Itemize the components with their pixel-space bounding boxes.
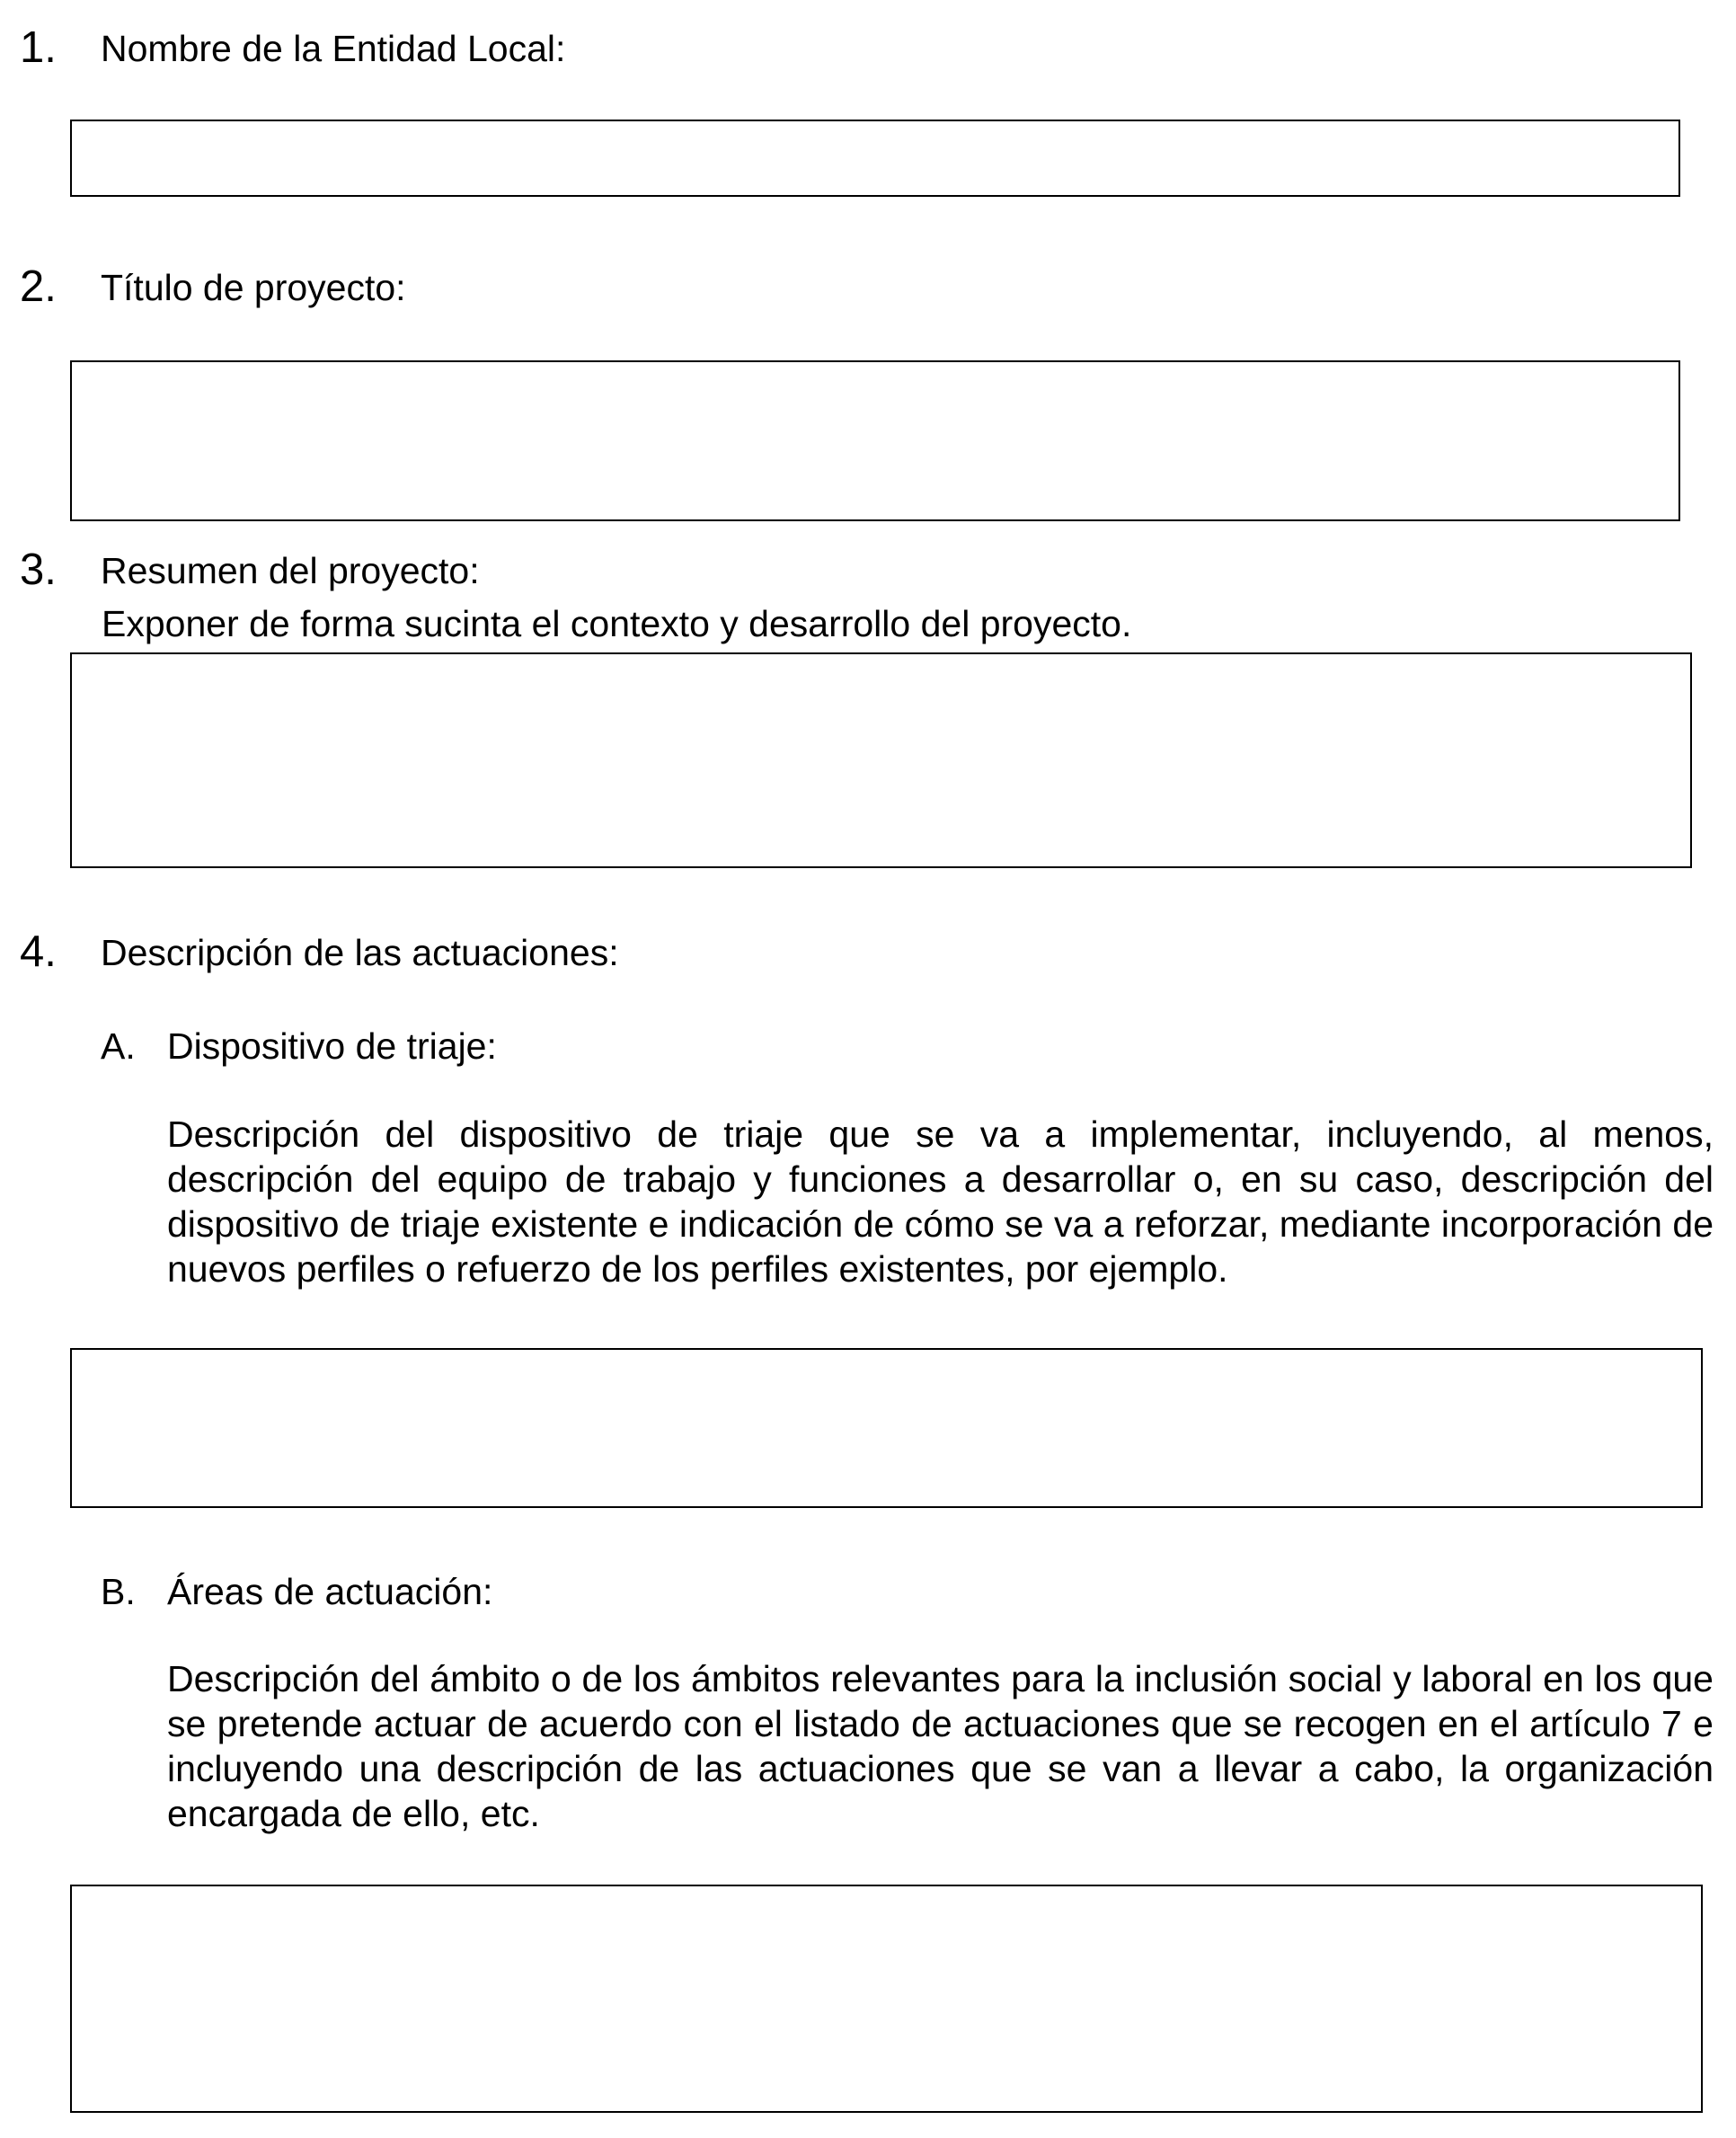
section-1-number: 1. [20,23,57,72]
titulo-proyecto-input-box[interactable] [70,360,1680,521]
section-2-label: Título de proyecto: [101,267,406,308]
dispositivo-triaje-input-box[interactable] [70,1348,1703,1508]
areas-actuacion-input-box[interactable] [70,1885,1703,2113]
section-2-number: 2. [20,262,57,311]
subsection-b-letter: B. [101,1571,136,1612]
subsection-b-label: Áreas de actuación: [167,1571,493,1612]
section-4-number: 4. [20,927,57,976]
section-3-hint: Exponer de forma sucinta el contexto y desarrollo del proyecto. [102,603,1132,644]
subsection-a-description: Descripción del dispositivo de triaje que se va a implementar, incluyendo, al menos, descripción del equipo de trabajo y funciones a desarrollar o, en su caso, descripción del dispositivo de triaje existente e indicación de cómo se va a reforzar, mediante incorporación de nuevos perfiles o refuerzo de los perfiles existentes, por ejemplo. [167,1113,1714,1290]
section-1-label: Nombre de la Entidad Local: [101,28,566,69]
subsection-b-description: Descripción del ámbito o de los ámbitos relevantes para la inclusión social y laboral en los que se pretende actuar de acuerdo con el listado de actuaciones que se recogen en el artículo 7 e incluyendo una descripción de las actuaciones que se van a llevar a cabo, la organización encargada de ello, etc. [167,1658,1714,1834]
section-3-number: 3. [20,546,57,594]
entidad-local-input-box[interactable] [70,120,1680,197]
subsection-a-label: Dispositivo de triaje: [167,1025,497,1067]
section-3-label: Resumen del proyecto: [101,550,480,591]
subsection-a-letter: A. [101,1025,136,1067]
resumen-proyecto-input-box[interactable] [70,652,1692,868]
section-4-label: Descripción de las actuaciones: [101,932,619,973]
